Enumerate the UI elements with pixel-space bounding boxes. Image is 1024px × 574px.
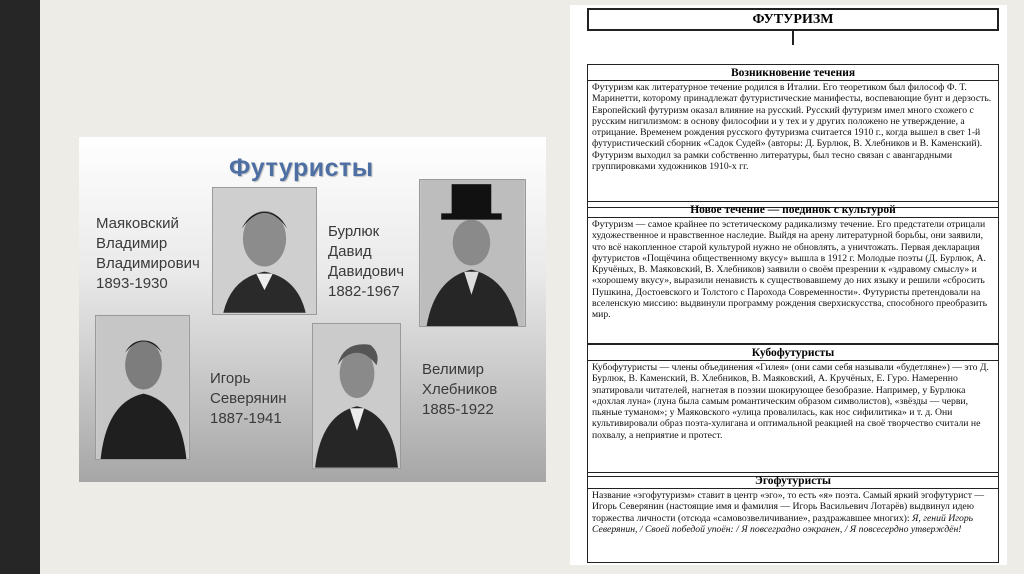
burliuk-portrait xyxy=(419,179,526,327)
severyanin-caption: Игорь Северянин 1887-1941 xyxy=(210,370,287,427)
panel-title: Футуристы xyxy=(229,154,374,182)
khlebnikov-portrait xyxy=(312,323,401,469)
burliuk-caption: Бурлюк Давид Давидович 1882-1967 xyxy=(328,223,405,300)
khlebnikov-caption: Велимир Хлебников 1885-1922 xyxy=(422,361,498,418)
section-new-movement xyxy=(587,201,999,344)
connector-line xyxy=(792,31,794,45)
section-text: Название «эгофутуризм» ставит в центр «эго», то есть «я» поэта. Самый яркий эгофутурист — Игорь Северянин (настоящие имя и фамилия — Игорь Васильевич Лотарёв) выдвинул идею торжества личности (отсюда «самовозвеличивание», раздражавшее многих): xyxy=(592,490,985,524)
mayakovsky-caption: Маяковский Владимир Владимирович 1893-1930 xyxy=(96,215,200,292)
section-text: Кубофутуристы — члены объединения «Гилея» (они сами себя называли «будетляне») — это Д. Бурлюк, В. Каменский, В. Хлебников, В. Маяковский, А. Кручёных, Е. Гуро. Намеренно эпатировали читателей, нагнетая в поэзии шокирующее безобразие. Например, у Бурлюка «дохлая луна» (луна была самым романтическим образом символистов), «звёзды — черви, пьяные туманом»; у Маяковского «улица провалилась, как нос сифилитика» и т. д. Они культивировали образ поэта-хулигана и оптимальной реакцией на своё творчество считали не похвалу, а неприятие и протест. xyxy=(592,362,989,441)
section-text-block xyxy=(588,489,998,536)
section-egofuturists xyxy=(587,472,999,563)
section-heading: Новое течение — поединок с культурой xyxy=(588,202,998,218)
mayakovsky-portrait xyxy=(212,187,317,315)
section-heading: Возникновение течения xyxy=(588,65,998,81)
table-title: ФУТУРИЗМ xyxy=(587,8,999,31)
section-heading: Кубофутуристы xyxy=(588,345,998,361)
futurism-table-page xyxy=(570,5,1007,565)
section-origin xyxy=(587,64,999,208)
severyanin-portrait xyxy=(95,315,190,460)
section-text: Футуризм — самое крайнее по эстетическому радикализму течение. Его предстатели отрицали художественное и нравственное наследие. Выйдя на арену литературной борьбы, они заявили, что всё накопленное старой культурой нужно не обновлять, а уничтожать. Первая декларация футуристов «Пощёчина общественному вкусу» вышла в 1912 г. Молодые поэты (Д. Бурлюк, А. Кручёных, В. Маяковский, В. Хлебников) заявили о своём презрении к «здравому смыслу» и «хорошему вкусу», выразили ненависть к существовавшему до них языку и решили «сбросить Пушкина, Достоевского и Толстого с Парохода Современности». Футуристы претендовали на вселенскую миссию: выдвинули программу рождения сверхискусства, способного преобразить мир. xyxy=(592,219,988,321)
section-heading: Эгофутуристы xyxy=(588,473,998,489)
futurism-table xyxy=(587,5,1002,565)
section-text: Футуризм как литературное течение родился в Италии. Его теоретиком был философ Ф. Т. Маринетти, которому принадлежат футуристические манифесты, воспевающие бунт и дерзость. Европейский футуризм оказал влияние на русский. Русский футуризм имел много схожего с русским нигилизмом: в основу философии и у тех и у других положено не утверждение, а отрицание. Временем рождения русского футуризма считается 1910 г., когда вышел в свет 1-й футуристический сборник «Садок Судей» (авторы: Д. Бурлюк, В. Хлебников и В. Каменский). Футуризм выходил за рамки собственно литературы, был тесно связан с авангардными группировками художников 1910-х гг. xyxy=(592,82,992,173)
futurists-slide-image xyxy=(79,137,546,482)
poem-quote: Я, гений Игорь Северянин, / Своей победой упоён: / Я повсеградно оэкранен, / Я повсесердно утверждён! xyxy=(592,512,974,535)
section-cubofuturists xyxy=(587,344,999,477)
left-dark-bar xyxy=(0,0,40,574)
